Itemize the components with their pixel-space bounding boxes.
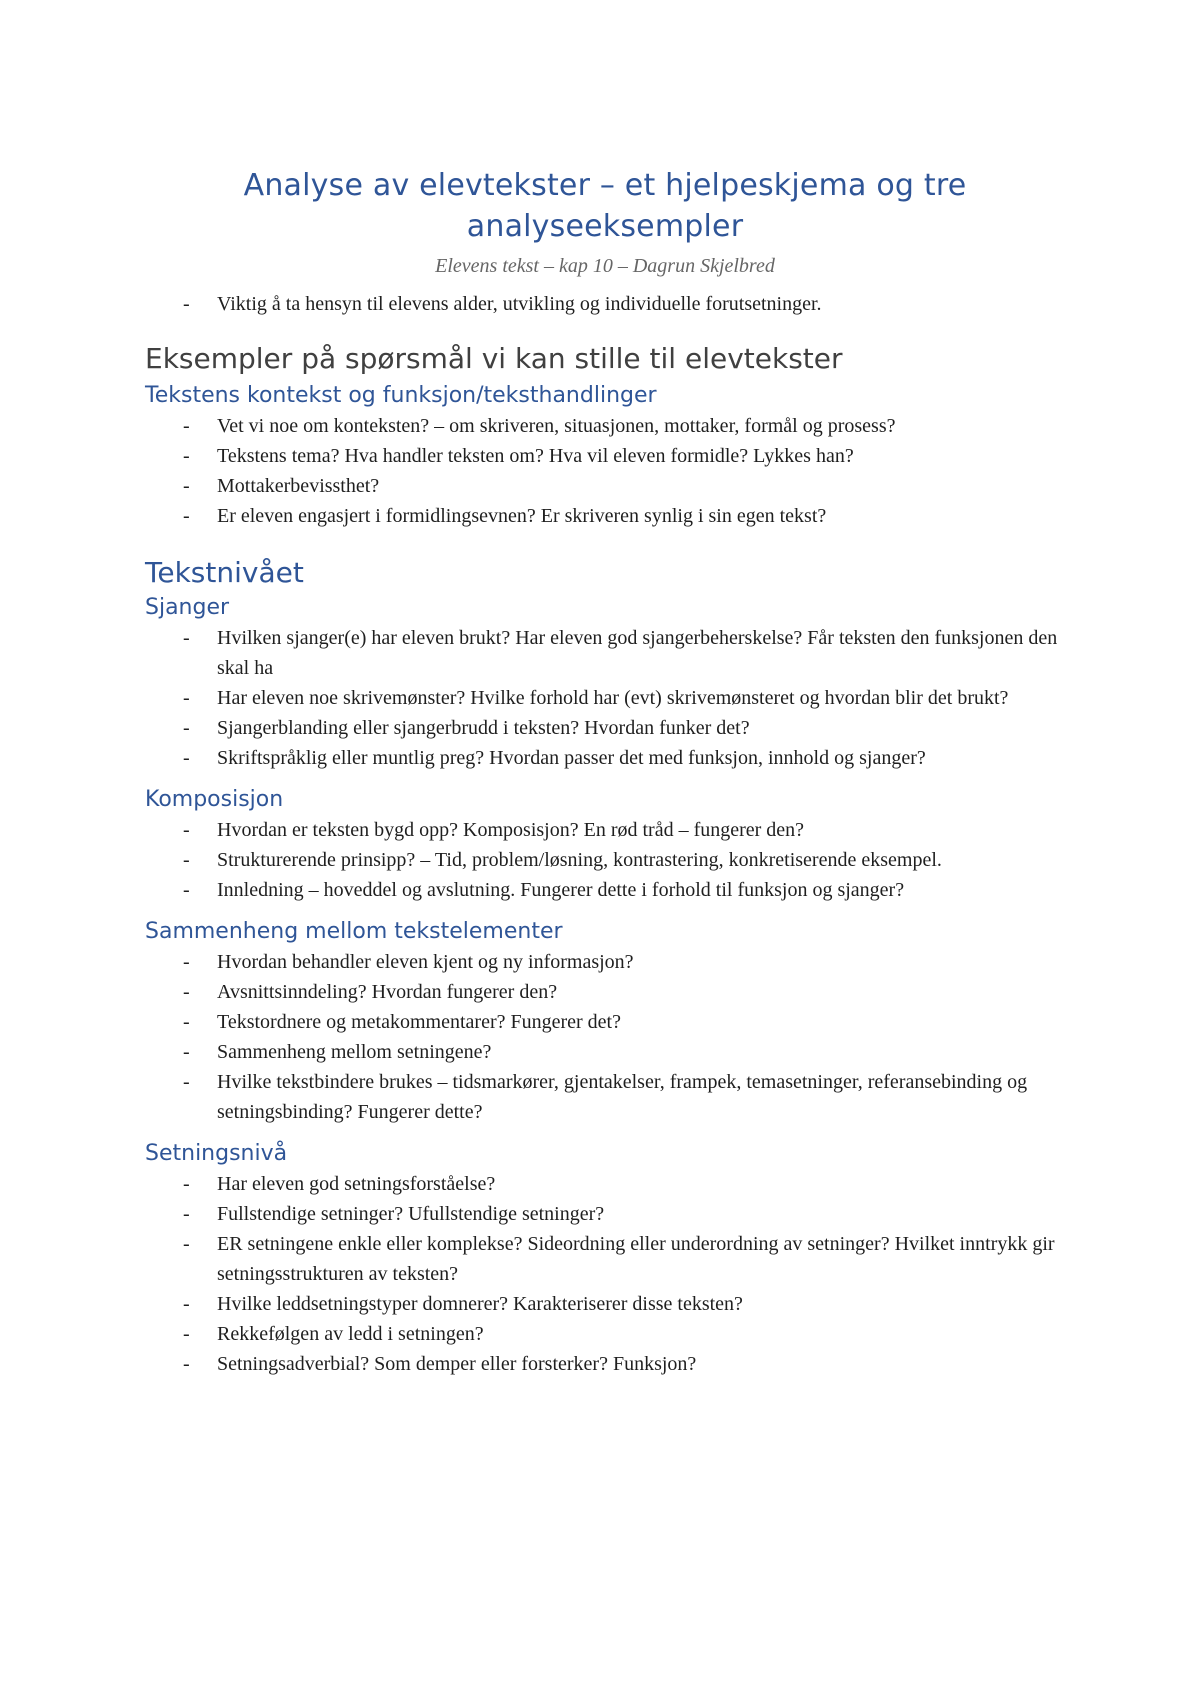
list-item: - Innledning – hoveddel og avslutning. Fungerer dette i forhold til funksjon og sjanger? <box>145 875 1065 905</box>
list-item: - Fullstendige setninger? Ufullstendige setninger? <box>145 1199 1065 1229</box>
list-item: - Mottakerbevissthet? <box>145 471 1065 501</box>
list-item: - Hvilke tekstbindere brukes – tidsmarkører, gjentakelser, frampek, temasetninger, referansebinding og setningsbinding? Fungerer dette? <box>145 1067 1065 1127</box>
genre-list <box>145 623 1065 773</box>
list-item: - Hvordan behandler eleven kjent og ny informasjon? <box>145 947 1065 977</box>
list-item: - Setningsadverbial? Som demper eller forsterker? Funksjon? <box>145 1349 1065 1379</box>
subsection-heading-sentence-level: Setningsnivå <box>145 1141 288 1166</box>
list-item: - Har eleven god setningsforståelse? <box>145 1169 1065 1199</box>
list-item: - Viktig å ta hensyn til elevens alder, utvikling og individuelle forutsetninger. <box>145 289 1065 319</box>
list-item: - Strukturerende prinsipp? – Tid, problem/løsning, kontrastering, konkretiserende eksempel. <box>145 845 1065 875</box>
list-item: - Har eleven noe skrivemønster? Hvilke forhold har (evt) skrivemønsteret og hvordan blir det brukt? <box>145 683 1065 713</box>
list-item: - Tekstordnere og metakommentarer? Fungerer det? <box>145 1007 1065 1037</box>
context-list <box>145 411 1065 531</box>
list-item: - Sjangerblanding eller sjangerbrudd i teksten? Hvordan funker det? <box>145 713 1065 743</box>
list-item: - Skriftspråklig eller muntlig preg? Hvordan passer det med funksjon, innhold og sjanger? <box>145 743 1065 773</box>
document-title: Analyse av elevtekster – et hjelpeskjema og tre analyseeksempler <box>243 168 967 244</box>
subsection-heading-coherence: Sammenheng mellom tekstelementer <box>145 919 563 944</box>
composition-list <box>145 815 1065 905</box>
document-subtitle: Elevens tekst – kap 10 – Dagrun Skjelbred <box>435 255 775 277</box>
section-heading-text-level: Tekstnivået <box>145 556 304 589</box>
subsection-heading-genre: Sjanger <box>145 595 230 620</box>
subsection-heading-context: Tekstens kontekst og funksjon/teksthandlinger <box>145 383 657 408</box>
document-content <box>145 165 1065 1379</box>
list-item: - Vet vi noe om konteksten? – om skriveren, situasjonen, mottaker, formål og prosess? <box>145 411 1065 441</box>
list-item: - Rekkefølgen av ledd i setningen? <box>145 1319 1065 1349</box>
list-item: - ER setningene enkle eller komplekse? Sideordning eller underordning av setninger? Hvilket inntrykk gir setningsstrukturen av teksten? <box>145 1229 1065 1289</box>
subsection-heading-composition: Komposisjon <box>145 787 284 812</box>
list-item: - Sammenheng mellom setningene? <box>145 1037 1065 1067</box>
list-item: - Avsnittsinndeling? Hvordan fungerer den? <box>145 977 1065 1007</box>
section-heading-questions: Eksempler på spørsmål vi kan stille til elevtekster <box>145 342 843 375</box>
intro-list <box>145 289 1065 319</box>
sentence-level-list <box>145 1169 1065 1379</box>
list-item: - Hvordan er teksten bygd opp? Komposisjon? En rød tråd – fungerer den? <box>145 815 1065 845</box>
list-item: - Hvilke leddsetningstyper domnerer? Karakteriserer disse teksten? <box>145 1289 1065 1319</box>
coherence-list <box>145 947 1065 1127</box>
list-item: - Hvilken sjanger(e) har eleven brukt? Har eleven god sjangerbeherskelse? Får teksten den funksjonen den skal ha <box>145 623 1065 683</box>
list-item: - Tekstens tema? Hva handler teksten om? Hva vil eleven formidle? Lykkes han? <box>145 441 1065 471</box>
list-item: - Er eleven engasjert i formidlingsevnen? Er skriveren synlig i sin egen tekst? <box>145 501 1065 531</box>
